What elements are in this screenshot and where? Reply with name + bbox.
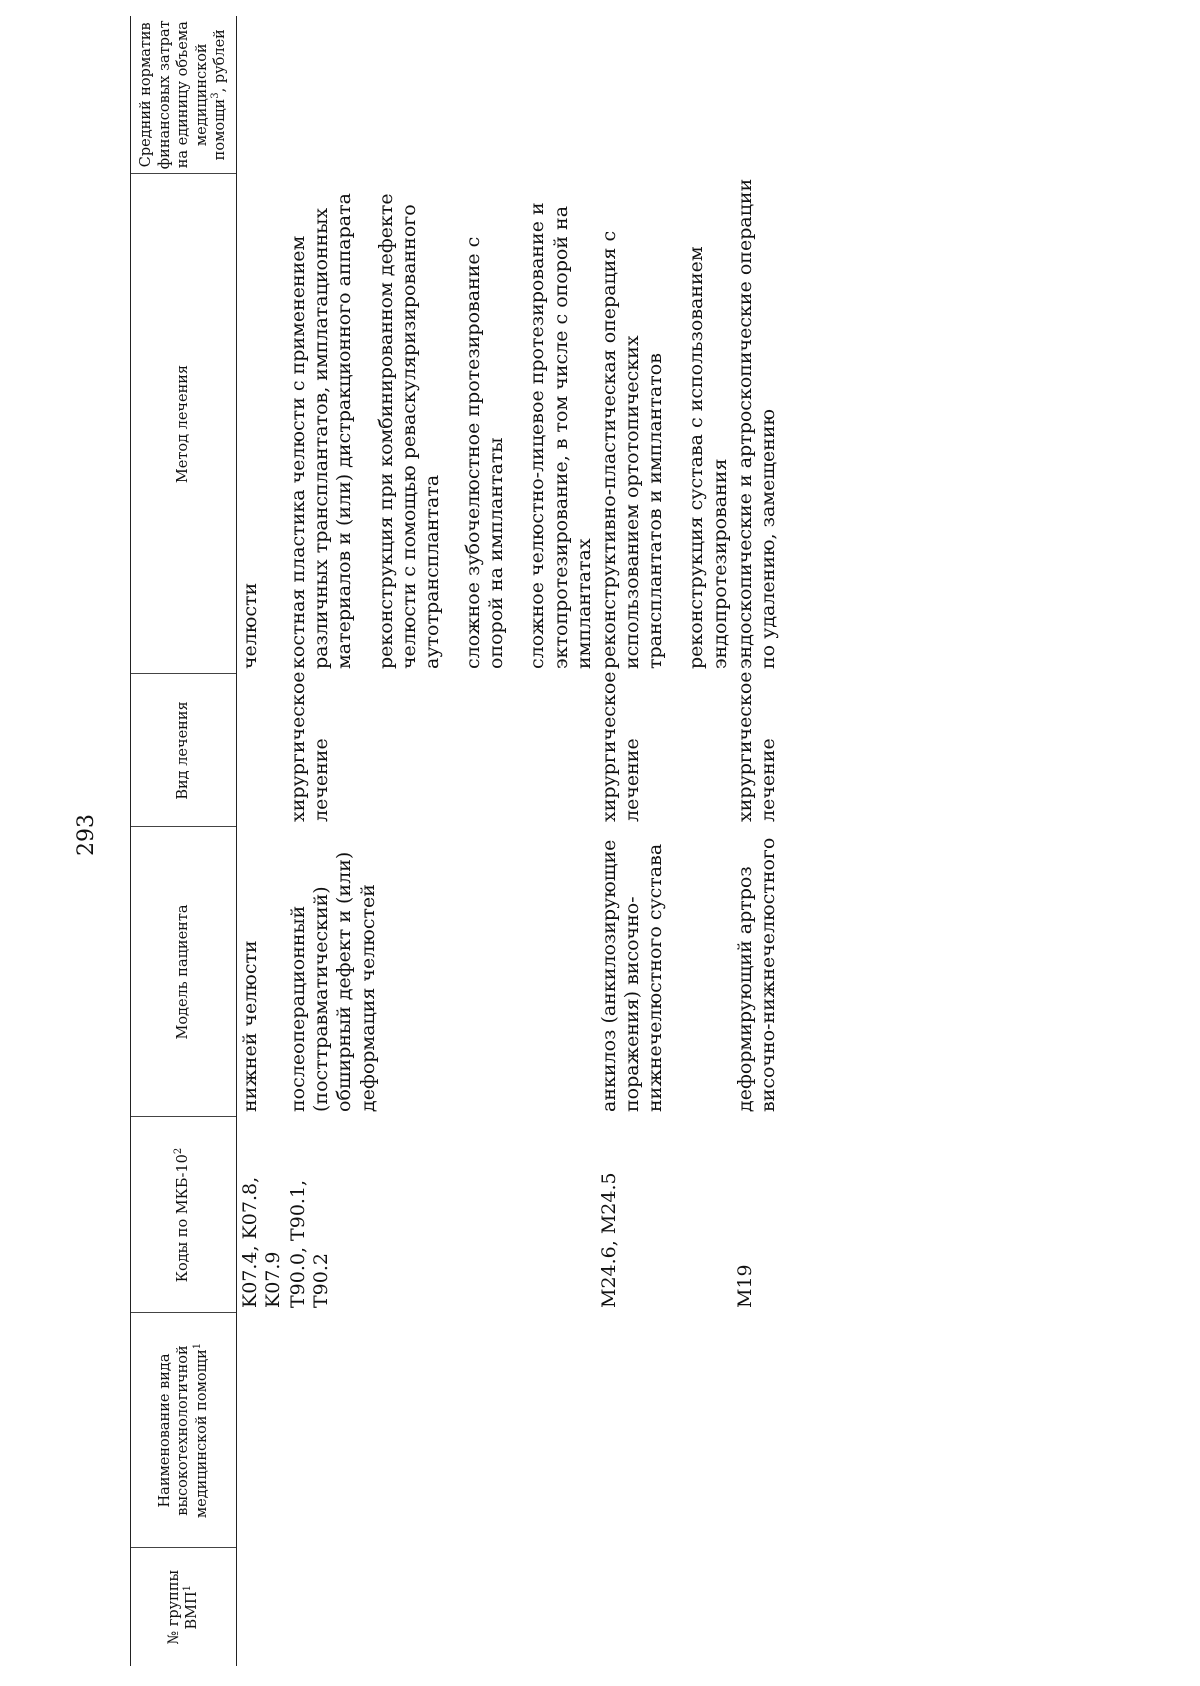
table-row bbox=[285, 16, 596, 1666]
cell-kind bbox=[236, 674, 285, 827]
cell-codes: M19 bbox=[733, 1264, 756, 1308]
header-method: Метод лечения bbox=[131, 174, 237, 674]
header-group-no: № группы ВМП$^1$ bbox=[131, 1548, 237, 1666]
cell-model: нижней челюсти bbox=[238, 940, 261, 1112]
method-entry: реконструкция сустава с использованием эндопротезирования bbox=[685, 246, 731, 669]
table-row bbox=[732, 16, 780, 1666]
table-header-row bbox=[131, 16, 237, 1666]
cell-name bbox=[596, 1313, 732, 1548]
cell-name bbox=[285, 1313, 596, 1548]
method-entry: сложное зубочелюстное протезирование с опорой на имплантаты bbox=[462, 236, 508, 669]
method-entry: костная пластика челюсти с применением различных трансплантатов, имплатационных материалов и (или) дистракционного аппарата bbox=[287, 193, 356, 669]
cell-codes: T90.0, T90.1, T90.2 bbox=[287, 1179, 333, 1308]
cell-name bbox=[236, 1313, 285, 1548]
cell-method bbox=[236, 174, 285, 674]
header-kind: Вид лечения bbox=[131, 674, 237, 827]
vmp-table bbox=[130, 16, 780, 1666]
method-entry: сложное челюстно-лицевое протезирование и эктопротезирование, в том числе с опорой на имплантатах bbox=[526, 202, 595, 669]
method-entry: эндоскопические и артроскопические операции по удалению, замещению bbox=[733, 178, 779, 669]
cell-method bbox=[596, 174, 732, 674]
cell-codes: K07.4, K07.8, K07.9 bbox=[238, 1176, 284, 1308]
cell-group-no bbox=[596, 1548, 732, 1666]
table-row bbox=[596, 16, 732, 1666]
page-number: 293 bbox=[74, 814, 99, 856]
cell-norm bbox=[285, 16, 596, 174]
cell-method bbox=[285, 174, 596, 674]
cell-model: анкилоз (анкилозирующие поражения) височно-нижнечелюстного сустава bbox=[597, 839, 667, 1112]
cell-model: деформирующий артроз височно-нижнечелюстного bbox=[733, 837, 779, 1112]
header-norm: Средний норматив финансовых затрат на единицу объема медицинской помощи$^3$, рублей bbox=[131, 16, 237, 174]
cell-group-no bbox=[285, 1548, 596, 1666]
cell-model: послеоперационный (посттравматический) обширный дефект и (или) деформация челюстей bbox=[287, 851, 379, 1112]
header-model: Модель пациента bbox=[131, 827, 237, 1117]
header-codes: Коды по МКБ-$10^2$ bbox=[131, 1117, 237, 1313]
cell-method bbox=[732, 174, 780, 674]
cell-kind: хирургическое лечение bbox=[597, 671, 644, 822]
cell-codes: M24.6, M24.5 bbox=[597, 1172, 620, 1308]
table-row bbox=[236, 16, 285, 1666]
method-entry: челюсти bbox=[238, 582, 261, 669]
method-entry: реконструктивно-пластическая операция с использованием ортотопических трансплантатов и имплантатов bbox=[597, 230, 667, 669]
header-name: Наименование вида высокотехнологичной медицинской помощи$^1$ bbox=[131, 1313, 237, 1548]
cell-norm bbox=[732, 16, 780, 174]
cell-group-no bbox=[732, 1548, 780, 1666]
cell-norm bbox=[596, 16, 732, 174]
cell-kind: хирургическое лечение bbox=[287, 671, 333, 822]
method-entry: реконструкция при комбинированном дефекте челюсти с помощью реваскуляризированного аутотрансплантата bbox=[374, 193, 443, 669]
cell-norm bbox=[236, 16, 285, 174]
cell-kind: хирургическое лечение bbox=[733, 671, 779, 822]
cell-name bbox=[732, 1313, 780, 1548]
cell-group-no bbox=[236, 1548, 285, 1666]
